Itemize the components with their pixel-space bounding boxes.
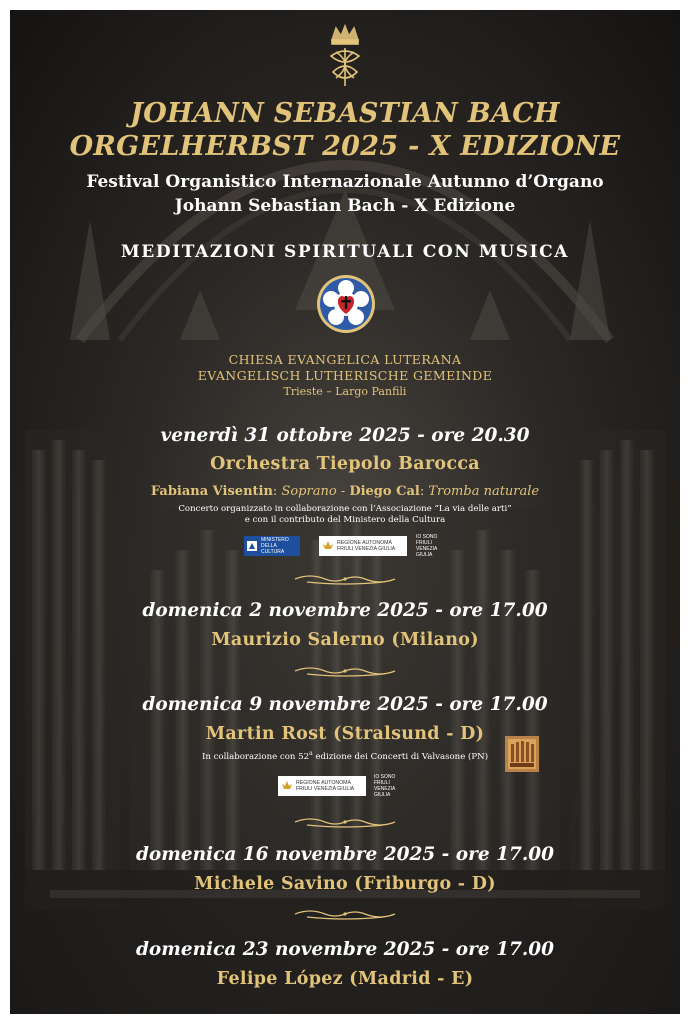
venue-location: Trieste – Largo Panfili [283,385,407,398]
singer-2-name: Diego Cal [349,484,420,499]
event-1-note-line-1: Concerto organizzato in collaborazione con l’Associazione “La via delle arti” [178,504,512,514]
valvasone-organ-icon [505,736,539,772]
title-line-2: ORGELHERBST 2025 - X EDIZIONE [69,131,621,162]
iosono-line-2: FRIULI [374,780,390,786]
event-2-performer: Maurizio Salerno (Milano) [211,630,479,650]
event-4-performer: Michele Savino (Friburgo - D) [194,874,496,894]
eagle-emblem-icon [281,780,293,792]
event-2-date: domenica 2 novembre 2025 - ore 17.00 [142,600,548,621]
regione-fvg-logo [319,536,407,556]
iosono-line-1: IO SONO [416,534,438,540]
ministero-cultura-logo [244,536,300,556]
venue-line-1: CHIESA EVANGELICA LUTERANA [228,352,462,367]
iosono-line-2: FRIULI [416,540,432,546]
series-title: MEDITAZIONI SPIRITUALI CON MUSICA [120,242,570,262]
regione-line-2: FRIULI VENEZIA GIULIA [296,786,355,792]
crown-monogram-icon [324,24,366,92]
iosono-line-3: VENEZIA [416,546,438,552]
event-3-date: domenica 9 novembre 2025 - ore 17.00 [142,694,548,715]
event-3-note-post: edizione dei Concerti di Valvasone (PN) [312,751,489,762]
regione-line-1: REGIONE AUTONOMA [337,540,392,546]
event-1-performer: Orchestra Tiepolo Barocca [210,454,480,474]
subtitle-line-2: Johann Sebastian Bach - X Edizione [174,196,516,216]
venue-line-2: EVANGELISCH LUTHERISCHE GEMEINDE [197,368,493,383]
ministero-emblem-icon [246,540,258,552]
io-sono-fvg-logo-2 [374,774,414,798]
event-3-performer: Martin Rost (Stralsund - D) [205,724,485,744]
ornament-divider-icon [10,664,680,678]
ornament-divider-icon [10,907,680,921]
ministero-line-2: DELLA [261,543,277,549]
event-3-note-sup: a [309,750,313,757]
ornament-divider-icon [10,815,680,829]
event-3-note-pre: In collaborazione con 52 [201,751,310,762]
regione-line-1: REGIONE AUTONOMA [296,780,351,786]
luther-rose-icon [316,274,376,334]
event-1-soloists: Fabiana Visentin: Soprano - Diego Cal: Tromba naturale [150,484,540,499]
iosono-line-4: GIULIA [374,792,391,798]
event-1-date: venerdì 31 ottobre 2025 - ore 20.30 [160,425,530,446]
singer-2-role: Tromba naturale [428,484,540,499]
event-3-note [10,748,680,763]
ministero-line-3: CULTURA [261,549,285,555]
event-5-performer: Felipe López (Madrid - E) [216,969,474,989]
singer-1-role: Soprano [281,484,337,499]
event-4-date: domenica 16 novembre 2025 - ore 17.00 [135,844,555,865]
ornament-divider-icon [10,572,680,586]
singer-1-name: Fabiana Visentin [150,484,273,499]
event-5-date: domenica 23 novembre 2025 - ore 17.00 [135,939,555,960]
regione-line-2: FRIULI VENEZIA GIULIA [337,546,396,552]
iosono-line-4: GIULIA [416,552,433,558]
title-line-1: JOHANN SEBASTIAN BACH [130,98,560,129]
subtitle-line-1: Festival Organistico Internazionale Autunno d’Organo [86,172,604,192]
eagle-emblem-icon [322,540,334,552]
iosono-line-3: VENEZIA [374,786,396,792]
soloist-separator: - [336,484,350,499]
iosono-line-1: IO SONO [374,774,396,780]
io-sono-fvg-logo [416,534,456,558]
event-1-note-line-2: e con il contributo del Ministero della Cultura [244,515,446,525]
ministero-line-1: MINISTERO [261,537,289,543]
poster [10,10,680,1014]
regione-fvg-logo-2 [278,776,366,796]
